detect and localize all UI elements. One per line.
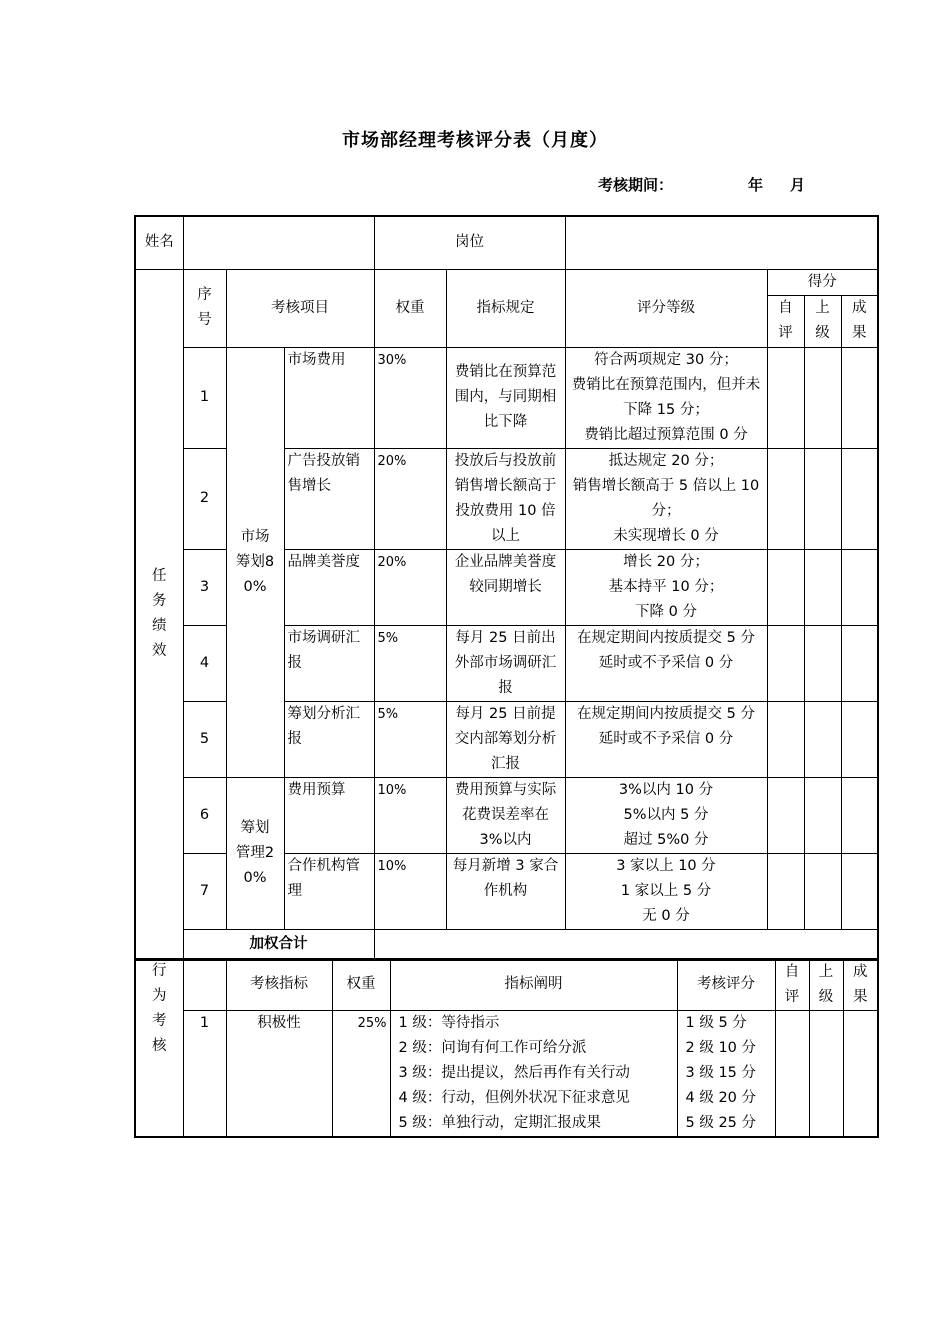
behavior-seq-header — [183, 959, 226, 1011]
behavior-section-label: 行为考核 — [135, 959, 183, 1138]
seq-header: 序号 — [183, 269, 226, 347]
row-seq: 3 — [183, 549, 226, 625]
row-grade: 1 级 5 分 2 级 10 分 3 级 15 分 4 级 20 分 5 级 25 分 — [677, 1011, 775, 1138]
row-result-score[interactable] — [841, 853, 878, 929]
row-weight: 5% — [374, 625, 446, 701]
behavior-superior-header: 上级 — [809, 959, 843, 1011]
page-title: 市场部经理考核评分表（月度） — [342, 130, 608, 151]
behavior-header-row — [135, 959, 878, 1011]
weighted-total-field[interactable] — [374, 929, 878, 960]
row-rule: 每月 25 日前提交内部筹划分析汇报 — [446, 701, 565, 777]
row-superior-score[interactable] — [804, 549, 841, 625]
row-rule: 费用预算与实际花费误差率在 3%以内 — [446, 777, 565, 853]
row-grade: 3 家以上 10 分 1 家以上 5 分 无 0 分 — [565, 853, 767, 929]
row-weight: 20% — [374, 549, 446, 625]
row-item: 市场调研汇报 — [284, 625, 374, 701]
row-result-score[interactable] — [841, 549, 878, 625]
group-label: 筹划管理20% — [226, 777, 284, 929]
post-label: 岗位 — [374, 216, 565, 269]
row-grade: 增长 20 分； 基本持平 10 分； 下降 0 分 — [565, 549, 767, 625]
row-seq: 1 — [183, 1011, 226, 1138]
row-rule: 每月 25 日前出外部市场调研汇报 — [446, 625, 565, 701]
superior-header: 上级 — [804, 295, 841, 347]
group-label: 市场筹划80% — [226, 347, 284, 777]
name-label: 姓名 — [135, 216, 183, 269]
row-item: 品牌美誉度 — [284, 549, 374, 625]
row-item: 筹划分析汇报 — [284, 701, 374, 777]
row-item: 市场费用 — [284, 347, 374, 448]
weighted-total-label: 加权合计 — [183, 929, 374, 960]
row-grade: 3%以内 10 分 5%以内 5 分 超过 5%0 分 — [565, 777, 767, 853]
row-superior-score[interactable] — [804, 448, 841, 549]
row-item: 合作机构管理 — [284, 853, 374, 929]
item-header: 考核项目 — [226, 269, 374, 347]
task-section-label: 任务绩效 — [135, 269, 183, 960]
row-grade: 抵达规定 20 分； 销售增长额高于 5 倍以上 10 分； 未实现增长 0 分 — [565, 448, 767, 549]
name-field[interactable] — [183, 216, 374, 269]
period-year: 年 — [748, 176, 764, 194]
row-desc: 1 级：等待指示 2 级：问询有何工作可给分派 3 级：提出提议，然后再作有关行动 4 级：行动，但例外状况下征求意见 5 级：单独行动，定期汇报成果 — [390, 1011, 677, 1138]
row-rule: 每月新增 3 家合作机构 — [446, 853, 565, 929]
row-superior-score[interactable] — [804, 701, 841, 777]
row-weight: 5% — [374, 701, 446, 777]
row-grade: 符合两项规定 30 分； 费销比在预算范围内，但并未下降 15 分； 费销比超过预算范围 0 分 — [565, 347, 767, 448]
row-superior-score[interactable] — [804, 625, 841, 701]
row-self-score[interactable] — [767, 549, 804, 625]
period-month: 月 — [790, 176, 806, 194]
row-weight: 25% — [332, 1011, 390, 1138]
row-rule: 投放后与投放前销售增长额高于投放费用 10 倍以上 — [446, 448, 565, 549]
row-weight: 30% — [374, 347, 446, 448]
row-superior-score[interactable] — [809, 1011, 843, 1138]
row-weight: 20% — [374, 448, 446, 549]
row-self-score[interactable] — [775, 1011, 809, 1138]
row-seq: 5 — [183, 701, 226, 777]
row-rule: 费销比在预算范围内，与同期相比下降 — [446, 347, 565, 448]
assessment-period — [598, 174, 806, 195]
row-self-score[interactable] — [767, 448, 804, 549]
row-result-score[interactable] — [841, 777, 878, 853]
period-label: 考核期间： — [598, 176, 674, 194]
grade-header: 评分等级 — [565, 269, 767, 347]
row-result-score[interactable] — [843, 1011, 878, 1138]
table-row — [135, 777, 878, 853]
row-rule: 企业品牌美誉度较同期增长 — [446, 549, 565, 625]
row-superior-score[interactable] — [804, 347, 841, 448]
row-self-score[interactable] — [767, 701, 804, 777]
row-result-score[interactable] — [841, 448, 878, 549]
table-row — [135, 347, 878, 448]
weighted-total-row — [135, 929, 878, 960]
row-self-score[interactable] — [767, 853, 804, 929]
row-result-score[interactable] — [841, 701, 878, 777]
behavior-result-header: 成果 — [843, 959, 878, 1011]
row-seq: 2 — [183, 448, 226, 549]
behavior-self-header: 自评 — [775, 959, 809, 1011]
row-grade: 在规定期间内按质提交 5 分 延时或不予采信 0 分 — [565, 625, 767, 701]
behavior-weight-header: 权重 — [332, 959, 390, 1011]
post-field[interactable] — [565, 216, 878, 269]
row-item: 费用预算 — [284, 777, 374, 853]
behavior-assessment-table — [134, 958, 879, 1138]
score-header: 得分 — [767, 269, 878, 295]
row-superior-score[interactable] — [804, 853, 841, 929]
row-seq: 7 — [183, 853, 226, 929]
row-item: 广告投放销售增长 — [284, 448, 374, 549]
behavior-grade-header: 考核评分 — [677, 959, 775, 1011]
result-header: 成果 — [841, 295, 878, 347]
row-result-score[interactable] — [841, 625, 878, 701]
desc-header: 指标阐明 — [390, 959, 677, 1011]
self-header: 自评 — [767, 295, 804, 347]
row-self-score[interactable] — [767, 347, 804, 448]
row-weight: 10% — [374, 853, 446, 929]
name-row — [135, 216, 878, 269]
row-self-score[interactable] — [767, 625, 804, 701]
row-superior-score[interactable] — [804, 777, 841, 853]
row-seq: 4 — [183, 625, 226, 701]
row-indicator: 积极性 — [226, 1011, 332, 1138]
indicator-header: 考核指标 — [226, 959, 332, 1011]
task-performance-table — [134, 215, 879, 961]
row-grade: 在规定期间内按质提交 5 分 延时或不予采信 0 分 — [565, 701, 767, 777]
table-row — [135, 1011, 878, 1138]
row-result-score[interactable] — [841, 347, 878, 448]
row-seq: 1 — [183, 347, 226, 448]
row-weight: 10% — [374, 777, 446, 853]
row-self-score[interactable] — [767, 777, 804, 853]
column-header-row — [135, 269, 878, 295]
rule-header: 指标规定 — [446, 269, 565, 347]
weight-header: 权重 — [374, 269, 446, 347]
row-seq: 6 — [183, 777, 226, 853]
